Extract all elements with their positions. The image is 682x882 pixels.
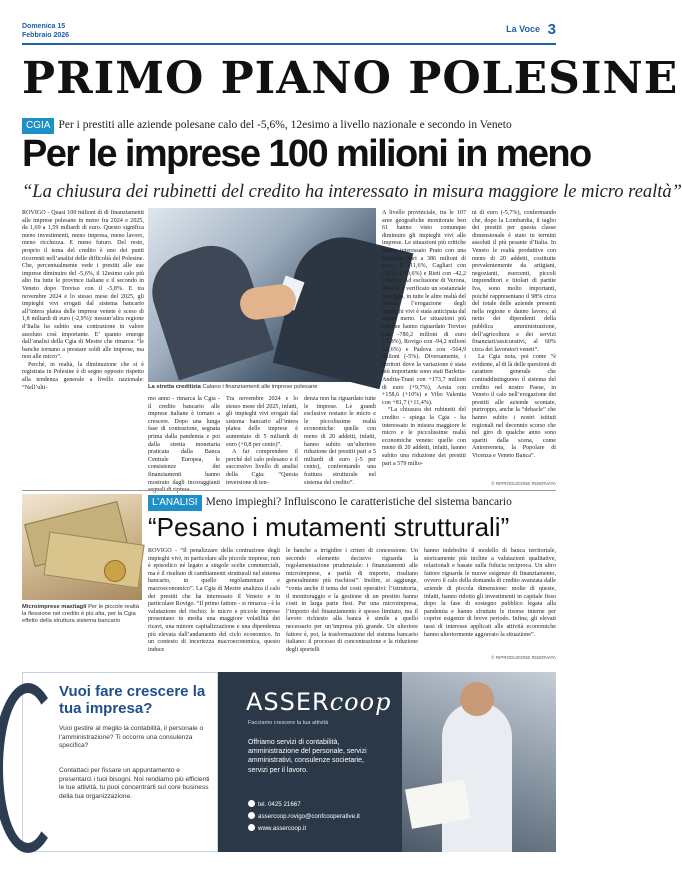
ad-right-panel — [218, 672, 556, 852]
handshake-photo — [148, 208, 376, 382]
logo-part-b: coop — [329, 688, 392, 716]
caption-bold: La stretta creditizia — [148, 384, 201, 390]
issue-date — [22, 22, 69, 40]
page-header — [22, 22, 556, 42]
ad-email — [248, 812, 388, 822]
article1-paragraph: La Cgia nota, poi come “è evidente, al di là delle questioni di carattere generale che contraddistinguono il sistema del credito nel nostro Paese, in Veneto il calo nell’erogazione dei prestiti alle aziende scontate, purtroppo, anche la “debacle” che hanno subìto i nostri istituti regionali nel decennio scorso che nel giro di qualche anno sono spariti dalla scena, come Antonveneta, la Popolare di Vicenza e Veneto Banca”. — [472, 354, 556, 459]
logo-part-a: ASSER — [246, 688, 330, 716]
article1-paragraph: “La chiusura dei rubinetti del credito - spiega la Cgia - ha interessato in misura maggiore le micro e le piccolissime realtà economiche venete: quelle con meno di 20 addetti, infatti, hanno subito una riduzione dei prestiti pari a 579 milio- — [382, 407, 466, 467]
article1-paragraph: ROVIGO - Quasi 100 milioni di di finanziamenti alle imprese polesane in meno fra 2024 e 2025, da 1,69 a 1,59 miliardi di euro. Questo significa meno investimenti, meno impresa, meno lavoro, meno ricchezza. E meno futuro. Del resto, proprio il tema del credito è uno dei punti ricorrenti nell’analisi delle difficoltà del Polesine. Che, percentualmente vede i prestiti alle sue imprese diminuire del -5,6%, il 12esimo calo più alto fra tutte le province italiane e il secondo in Veneto dopo Treviso con il -5,8%. E tra novembre 2024 e lo stesso mese del 2025, gli impieghi vivi erogati dal sistema bancario all’intera platea delle imprese venete è sceso di 1,8 miliardi di euro (-2,9%): nessun’altra regione d’Italia ha subito una contrazione in valore assoluto così importante. E’ quanto emerge dall’analisi della Cgia di Mestre che rimarca: “le banche tornano a prestare soldi alle imprese, ma non alle micro”. — [22, 210, 144, 361]
article1-tag: CGIA — [22, 118, 54, 134]
globe-icon — [248, 824, 255, 831]
issue-day: Domenica 15 — [22, 23, 66, 30]
ad-tagline: Facciamo crescere la tua attività — [248, 720, 329, 726]
section-title: PRIMO PIANO POLESINE — [22, 53, 679, 104]
assercoop-logo — [246, 688, 391, 716]
article1-kicker-text: Per i prestiti alle aziende polesane calo del -5,6%, 12esimo a livello nazionale e secondo in Veneto — [58, 119, 512, 131]
ad-web-text: www.assercoop.it — [258, 825, 307, 832]
article1-paragraph: A livello provinciale, tra le 107 aree geografiche monitorate ben 61 hanno visto comunque diminuire gli impieghi vivi alle imprese. Le situazioni più critiche hanno interessato Prato con una flessione pari a 386 milioni di euro, il -11,6%, Cagliari con -310,6 (-10,6%) e Rieti con -42,2 (-9,8%). Ad esclusione di Verona, dove si è verificato un sostanziale pareggio, in tutte le altre realtà del Veneto l’erogazione degli impieghi vivi è stata anticipata dal segno meno. Le situazioni più critiche hanno riguardato Treviso con -780,2 milioni di euro (-5,8%), Rovigo con -94,2 milioni (-5,6%) e Padova con -564,9 milioni (-5%). Diversamente, i territori dove la variazione è stata più importante sono stati Barletta-Andria-Trani con +173,7 milioni di euro (+9,7%), Aosta con +158,6 (+10%) e Vibo Valentia con +81,7 (+11,4%). — [382, 210, 466, 406]
ad-web — [248, 824, 388, 834]
article2-headline: “Pesano i mutamenti strutturali” — [148, 512, 510, 542]
article2-tag: L’ANALISI — [148, 495, 202, 511]
header-rule — [22, 43, 556, 45]
ad-phone-text: tel. 0425 21667 — [258, 801, 301, 808]
ad-services: Offriamo servizi di contabilità, amministrazione del personale, servizi amministrativi, consulenze societarie, servizi per il lavoro. — [248, 739, 367, 774]
newspaper-name: La Voce — [506, 24, 540, 34]
issue-month: Febbraio 2026 — [22, 32, 70, 39]
caption-text: Per le piccole realtà la flessione nel credito è più alta, per la Cgia effetto della struttura sistema bancario — [22, 604, 139, 624]
article1-paragraph: ni di euro (-5,7%), confermando che, dopo la Lombardia, il taglio dei prestiti per questa classe dimensionale è stato in termini assoluti il più pesante d’Italia. In Veneto le realtà produttive con meno di 20 addetti, costituite prevalentemente da artigiani, negozianti, esercenti, piccoli imprenditori e titolari di partite Iva, sono molto importanti, poiché rappresentano il 98% circa del totale delle aziende presenti nella regione e danno lavoro, al netto dei dipendenti della pubblica amministrazione, dell’agricoltura e dei servizi finanziari/assicurativi, al 60% circa dei lavoratori veneti”. — [472, 210, 556, 353]
email-icon — [248, 812, 255, 819]
article1-paragraph: A far comprendere il perché del calo polesano e il successivo livello di analisi della Cgia: “Questa inversione di ten- — [226, 449, 298, 486]
article1-subhead: “La chiusura dei rubinetti del credito ha interessato in misura maggiore le micro realtà” — [22, 182, 682, 202]
article1-photo-caption — [148, 384, 376, 393]
page-number: 3 — [547, 21, 556, 38]
article2-paragraph: hanno indebolito il modello di banca territoriale, storicamente più incline a valutazioni qualitative, relazionali e basate sulla fiducia reciproca. Un altro fattore riguarda le nuove esigenze di finanziamento, ovvero il calo della domanda di credito avanzata dalle aziende di piccola dimensione: molte di queste, infatti, hanno ridotto gli investimenti in capitale fisso dopo la fase di sostegno pubblico legata alla pandemia e hanno sfruttato le risorse interne per coprire esigenze di breve periodo. Infine, gli elevati tassi di interesse applicati alle attività economiche hanno ulteriormente aggravato la situazione”. — [424, 548, 556, 638]
article1-column-6 — [472, 210, 556, 480]
article-separator — [22, 490, 556, 491]
article2-column-1 — [148, 548, 280, 660]
article2-kicker-text: Meno impieghi? Influiscono le caratteristiche del sistema bancario — [205, 496, 512, 508]
article2-paragraph: le banche a irrigidire i criteri di concessione. Un secondo elemento decisivo riguarda la regolamentazione prudenziale: i finanziamenti alle microimprese, a parità di importo, risultano generalmente più rischiosi”. Inoltre, si aggiunge, “conta anche il tema dei costi operativi: l’istruttoria, il monitoraggio e la gestione di un prestito hanno costi in larga parte fissi. Per una microimpresa, l’importo del finanziamento è spesso limitato, ma il lavoro richiesto alla banca è simile a quello necessario per un’impresa più grande. Un ulteriore fattore è, poi, la trasformazione del sistema bancario italiano: il processo di concentrazione e la riduzione degli sportelli — [286, 548, 418, 653]
article1-credit: © RIPRODUZIONE RISERVATA — [491, 481, 556, 486]
ad-phone — [248, 800, 388, 810]
article1-column-1 — [22, 210, 144, 488]
banknotes-photo — [22, 494, 142, 600]
ad-office-photo — [402, 672, 556, 852]
ad-headline: Vuoi fare crescere la tua impresa? — [59, 683, 206, 717]
ad-left-panel — [22, 672, 218, 852]
article1-column-4 — [304, 396, 376, 488]
article1-headline: Per le imprese 100 milioni in meno — [22, 133, 591, 175]
ad-swoosh-graphic — [0, 683, 63, 853]
ad-text-1: Vuoi gestire al meglio la contabilità, il personale o l’amministrazione? Ti occorre una consulenza specifica? — [59, 725, 204, 750]
article1-paragraph: Perché, in realtà, la diminuzione che si è registrata in Polesine è di segno opposto rispetto alla tendenza generale a livello nazionale: “Nell’ulti- — [22, 361, 144, 391]
assercoop-advertisement — [22, 672, 556, 852]
article2-column-2 — [286, 548, 418, 660]
ad-text-2: Contattaci per fissare un appuntamento e presentarci i tuoi bisogni. Noi rendiamo più efficienti le tue attività, tu puoi concentrarti sul core business della tua organizzazione. — [59, 767, 210, 800]
caption-bold: Microimprese maxitagli — [22, 604, 87, 610]
photo-head — [460, 682, 494, 716]
article2-kicker — [148, 494, 556, 510]
article2-column-3 — [424, 548, 556, 654]
article2-credit: © RIPRODUZIONE RISERVATA — [491, 655, 556, 660]
caption-text: Calano i finanziamenti alle imprese polesane — [202, 384, 318, 390]
article1-paragraph: Tra novembre 2024 e lo stesso mese del 2025, infatti, gli impieghi vivi erogati dal sistema bancario all’intera platea delle imprese è aumentato di 5 miliardi di euro (+0,8 per cento)”. — [226, 396, 298, 448]
article2-photo-caption — [22, 604, 142, 632]
photo-banknote — [43, 532, 144, 589]
photo-coin — [104, 560, 126, 582]
article1-column-2 — [148, 396, 220, 488]
photo-person — [442, 702, 512, 852]
article2-paragraph: ROVIGO - “Il penalizzare della contrazione degli impieghi vivi, in particolare alle piccole imprese, non è episodico né legato a singole scelte commerciali, ma è il risultato di cambiamenti strutturali nel sistema bancario, in quello regolamentare e macroeconomico”. La Cgia di Mestre analizza il calo dei prestiti che ha interessato il Veneto e in particolare Rovigo. “Il primo fattore - si rimarca - è la valutazione del rischio: le micro e piccole imprese presentano in media una maggiore volatilità dei ricavi, una minore capitalizzazione e una dipendenza più elevata dall’andamento del ciclo economico. In un contesto di incertezza macroeconomica, questo induce — [148, 548, 280, 653]
article1-paragraph: denza non ha riguardato tutte le imprese. Le grandi esclusive restano le micro e le piccolissime realtà economiche: quelle con meno di 20 addetti, infatti, hanno subito un’ulteriore riduzione dei prestiti pari a 5 miliardi di euro (-5 per cento), confermando una frattura strutturale nel sistema del credito”. — [304, 396, 376, 486]
article1-column-3 — [226, 396, 298, 488]
ad-email-text: assercoop.rovigo@confcooperative.it — [258, 813, 360, 820]
article1-paragraph: mo anno - rimarca la Cgia - il credito bancario alle imprese italiane è tornato a crescere. Dopo una lunga fase di contrazione, segnata prima dalla pandemia e poi dalla stretta monetaria praticata dalla Banca Centrale Europea, le consistenze dei finanziamenti hanno mostrato dagli incoraggianti — [148, 396, 220, 486]
phone-icon — [248, 800, 255, 807]
article1-kicker — [22, 117, 556, 133]
article1-column-5 — [382, 210, 466, 488]
